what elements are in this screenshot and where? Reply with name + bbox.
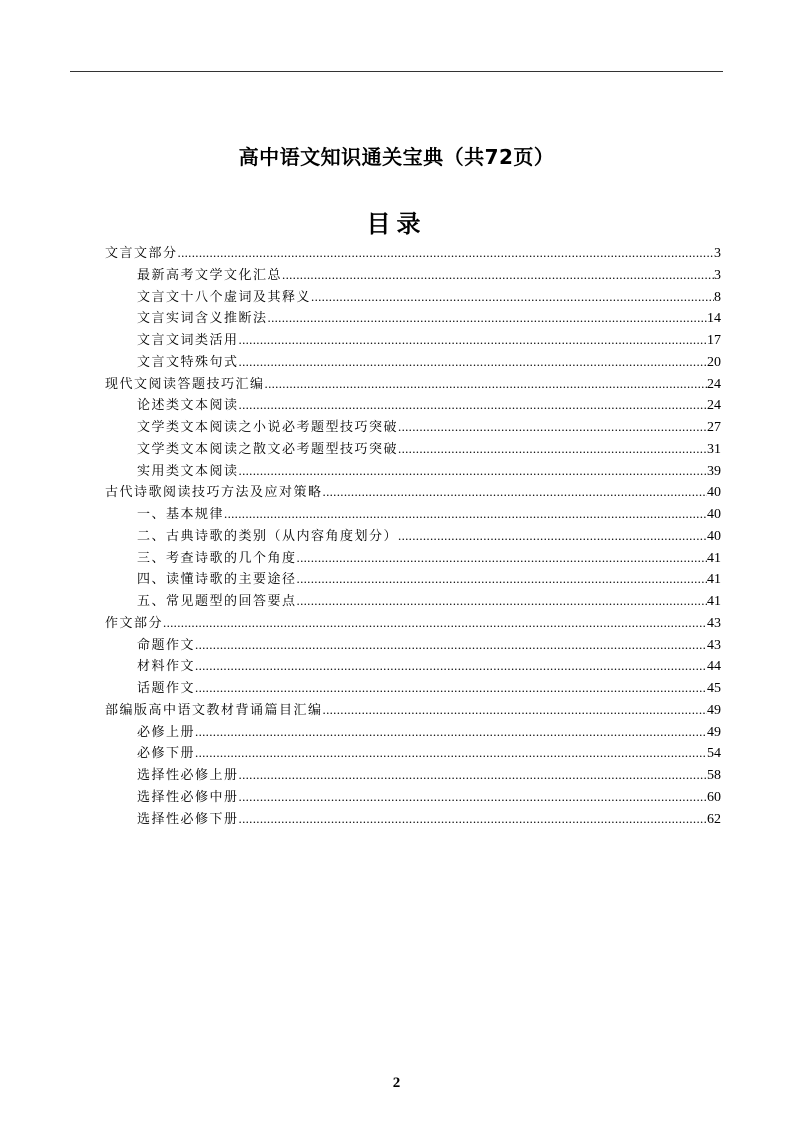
toc-entry-page: 3 xyxy=(714,246,721,261)
toc-entry-page: 24 xyxy=(707,376,721,392)
toc-entry-page: 3 xyxy=(714,267,721,283)
toc-entry[interactable] xyxy=(105,307,721,329)
toc-entry[interactable] xyxy=(105,808,721,830)
toc-entry-page: 54 xyxy=(707,746,721,762)
dot-leader xyxy=(239,329,707,351)
toc-entry-page: 8 xyxy=(714,289,721,305)
toc-entry[interactable] xyxy=(105,329,721,351)
toc-entry[interactable] xyxy=(105,481,721,503)
toc-entry[interactable] xyxy=(105,721,721,743)
toc-entry-page: 40 xyxy=(707,485,721,501)
dot-leader xyxy=(224,503,707,525)
toc-entry-page: 41 xyxy=(707,550,721,566)
dot-leader xyxy=(398,416,707,438)
toc-entry-label: 文言文词类活用 xyxy=(137,333,239,348)
toc-entry[interactable] xyxy=(105,525,721,547)
table-of-contents xyxy=(105,242,721,829)
toc-entry[interactable] xyxy=(105,634,721,656)
toc-entry[interactable] xyxy=(105,242,721,264)
toc-entry-page: 41 xyxy=(707,572,721,588)
toc-entry-page: 62 xyxy=(707,811,721,827)
toc-entry[interactable] xyxy=(105,742,721,764)
dot-leader xyxy=(239,786,707,808)
dot-leader xyxy=(178,242,714,264)
dot-leader xyxy=(195,742,707,764)
dot-leader xyxy=(163,612,707,634)
toc-entry-label: 文学类文本阅读之散文必考题型技巧突破 xyxy=(137,441,399,457)
dot-leader xyxy=(195,655,707,677)
dot-leader xyxy=(195,634,707,656)
toc-entry-page: 45 xyxy=(707,681,721,696)
page-number: 2 xyxy=(392,1075,401,1091)
toc-entry-label: 四、读懂诗歌的主要途径 xyxy=(137,572,297,588)
toc-entry-page: 41 xyxy=(707,594,721,609)
toc-entry-label: 实用类文本阅读 xyxy=(137,463,239,479)
dot-leader xyxy=(323,481,707,503)
toc-entry-label: 命题作文 xyxy=(137,637,196,653)
toc-entry-label: 文言文十八个虚词及其释义 xyxy=(137,289,312,305)
toc-entry[interactable] xyxy=(105,655,721,677)
toc-entry[interactable] xyxy=(105,699,721,721)
toc-entry-page: 40 xyxy=(707,507,721,522)
dot-leader xyxy=(323,699,707,721)
header-rule xyxy=(70,71,723,72)
toc-entry-page: 49 xyxy=(707,724,721,740)
toc-entry[interactable] xyxy=(105,547,721,569)
toc-entry[interactable] xyxy=(105,677,721,699)
dot-leader xyxy=(398,438,707,460)
toc-entry[interactable] xyxy=(105,373,721,395)
toc-entry[interactable] xyxy=(105,264,721,286)
toc-entry[interactable] xyxy=(105,764,721,786)
toc-entry-page: 31 xyxy=(707,441,721,457)
toc-entry[interactable] xyxy=(105,568,721,590)
dot-leader xyxy=(239,460,707,482)
toc-entry-page: 17 xyxy=(707,333,721,348)
toc-entry-label: 文学类文本阅读之小说必考题型技巧突破 xyxy=(137,420,399,435)
toc-entry-label: 古代诗歌阅读技巧方法及应对策略 xyxy=(105,485,323,501)
toc-entry-label: 必修上册 xyxy=(137,724,196,740)
dot-leader xyxy=(311,286,714,308)
toc-entry-label: 现代文阅读答题技巧汇编 xyxy=(105,376,265,392)
toc-entry-label: 文言文部分 xyxy=(105,246,178,261)
toc-entry[interactable] xyxy=(105,286,721,308)
dot-leader xyxy=(282,264,714,286)
toc-entry[interactable] xyxy=(105,460,721,482)
dot-leader xyxy=(239,394,707,416)
toc-entry-page: 43 xyxy=(707,637,721,653)
dot-leader xyxy=(239,808,707,830)
toc-entry-label: 三、考查诗歌的几个角度 xyxy=(137,550,297,566)
toc-entry-label: 一、基本规律 xyxy=(137,507,225,522)
dot-leader xyxy=(398,525,707,547)
toc-entry-label: 选择性必修下册 xyxy=(137,811,239,827)
toc-entry[interactable] xyxy=(105,786,721,808)
toc-entry-page: 14 xyxy=(707,311,721,327)
toc-entry-page: 49 xyxy=(707,702,721,718)
toc-entry-label: 必修下册 xyxy=(137,746,196,762)
dot-leader xyxy=(297,568,707,590)
toc-entry-label: 五、常见题型的回答要点 xyxy=(137,594,297,609)
toc-entry-page: 43 xyxy=(707,615,721,631)
dot-leader xyxy=(239,764,707,786)
toc-entry-label: 部编版高中语文教材背诵篇目汇编 xyxy=(105,702,323,718)
toc-heading: 目录 xyxy=(366,209,427,238)
toc-entry-page: 20 xyxy=(707,354,721,370)
dot-leader xyxy=(195,721,707,743)
toc-entry-label: 作文部分 xyxy=(105,615,164,631)
toc-entry-page: 27 xyxy=(707,420,721,435)
toc-entry[interactable] xyxy=(105,590,721,612)
toc-entry-label: 二、古典诗歌的类别（从内容角度划分） xyxy=(137,528,399,544)
dot-leader xyxy=(265,373,707,395)
toc-entry-page: 44 xyxy=(707,659,721,675)
toc-entry[interactable] xyxy=(105,394,721,416)
toc-entry-page: 24 xyxy=(707,398,721,414)
toc-entry-page: 39 xyxy=(707,463,721,479)
toc-entry[interactable] xyxy=(105,416,721,438)
toc-entry-label: 文言文特殊句式 xyxy=(137,354,239,370)
document-title: 高中语文知识通关宝典（共72页） xyxy=(238,145,555,169)
toc-entry-label: 选择性必修中册 xyxy=(137,789,239,805)
dot-leader xyxy=(239,351,707,373)
dot-leader xyxy=(195,677,707,699)
toc-entry-page: 58 xyxy=(707,768,721,783)
toc-entry[interactable] xyxy=(105,503,721,525)
toc-entry-page: 40 xyxy=(707,528,721,544)
toc-entry-label: 选择性必修上册 xyxy=(137,768,239,783)
dot-leader xyxy=(268,307,707,329)
toc-entry-label: 话题作文 xyxy=(137,681,196,696)
toc-entry-label: 论述类文本阅读 xyxy=(137,398,239,414)
toc-entry-label: 最新高考文学文化汇总 xyxy=(137,267,283,283)
toc-entry[interactable] xyxy=(105,612,721,634)
dot-leader xyxy=(297,547,707,569)
toc-entry-label: 材料作文 xyxy=(137,659,196,675)
toc-entry[interactable] xyxy=(105,438,721,460)
toc-entry-page: 60 xyxy=(707,789,721,805)
dot-leader xyxy=(297,590,707,612)
toc-entry-label: 文言实词含义推断法 xyxy=(137,311,268,327)
toc-entry[interactable] xyxy=(105,351,721,373)
